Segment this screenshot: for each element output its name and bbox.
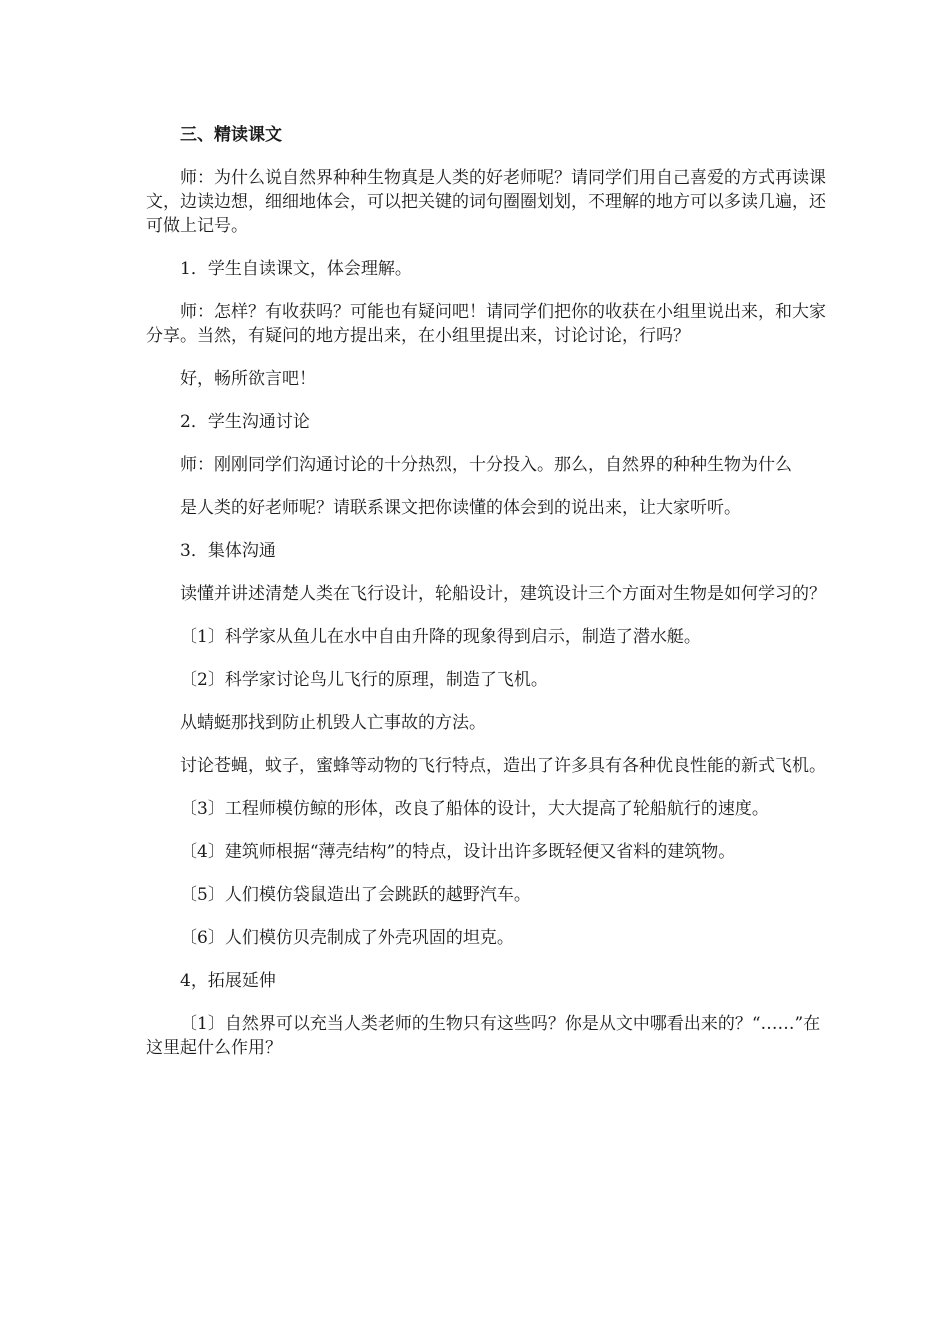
document-body	[146, 123, 826, 1079]
paragraph: 〔1〕科学家从鱼儿在水中自由升降的现象得到启示，制造了潜水艇。	[180, 627, 701, 647]
paragraph: 1．学生自读课文，体会理解。	[180, 259, 412, 279]
paragraph: 〔2〕科学家讨论鸟儿飞行的原理，制造了飞机。	[180, 670, 548, 690]
paragraph: 2．学生沟通讨论	[180, 412, 310, 432]
paragraph: 〔3〕工程师模仿鲸的形体，改良了船体的设计，大大提高了轮船航行的速度。	[180, 799, 769, 819]
paragraph: 〔4〕建筑师根据“薄壳结构”的特点，设计出许多既轻便又省料的建筑物。	[180, 842, 736, 862]
paragraph: 4，拓展延伸	[180, 971, 276, 991]
paragraph: 〔5〕人们模仿袋鼠造出了会跳跃的越野汽车。	[180, 885, 531, 905]
paragraph: 〔1〕自然界可以充当人类老师的生物只有这些吗？你是从文中哪看出来的？“……”在这里起什么作用？	[146, 1014, 821, 1058]
paragraph: 从蜻蜓那找到防止机毁人亡事故的方法。	[180, 713, 486, 733]
paragraph: 是人类的好老师呢？请联系课文把你读懂的体会到的说出来，让大家听听。	[180, 498, 741, 518]
paragraph: 3．集体沟通	[180, 541, 276, 561]
paragraph: 师：为什么说自然界种种生物真是人类的好老师呢？请同学们用自己喜爱的方式再读课文，边读边想，细细地体会，可以把关键的词句圈圈划划，不理解的地方可以多读几遍，还可做上记号。	[146, 168, 826, 236]
paragraph: 师：怎样？有收获吗？可能也有疑问吧！请同学们把你的收获在小组里说出来，和大家分享。当然，有疑问的地方提出来，在小组里提出来，讨论讨论，行吗？	[146, 302, 826, 346]
paragraph: 讨论苍蝇，蚊子，蜜蜂等动物的飞行特点，造出了许多具有各种优良性能的新式飞机。	[180, 756, 826, 776]
paragraph: 读懂并讲述清楚人类在飞行设计，轮船设计，建筑设计三个方面对生物是如何学习的？	[180, 584, 826, 604]
paragraph: 师：刚刚同学们沟通讨论的十分热烈，十分投入。那么，自然界的种种生物为什么	[180, 455, 792, 475]
paragraph: 〔6〕人们模仿贝壳制成了外壳巩固的坦克。	[180, 928, 514, 948]
section-heading: 三、精读课文	[180, 125, 282, 145]
paragraph: 好，畅所欲言吧！	[180, 369, 316, 389]
